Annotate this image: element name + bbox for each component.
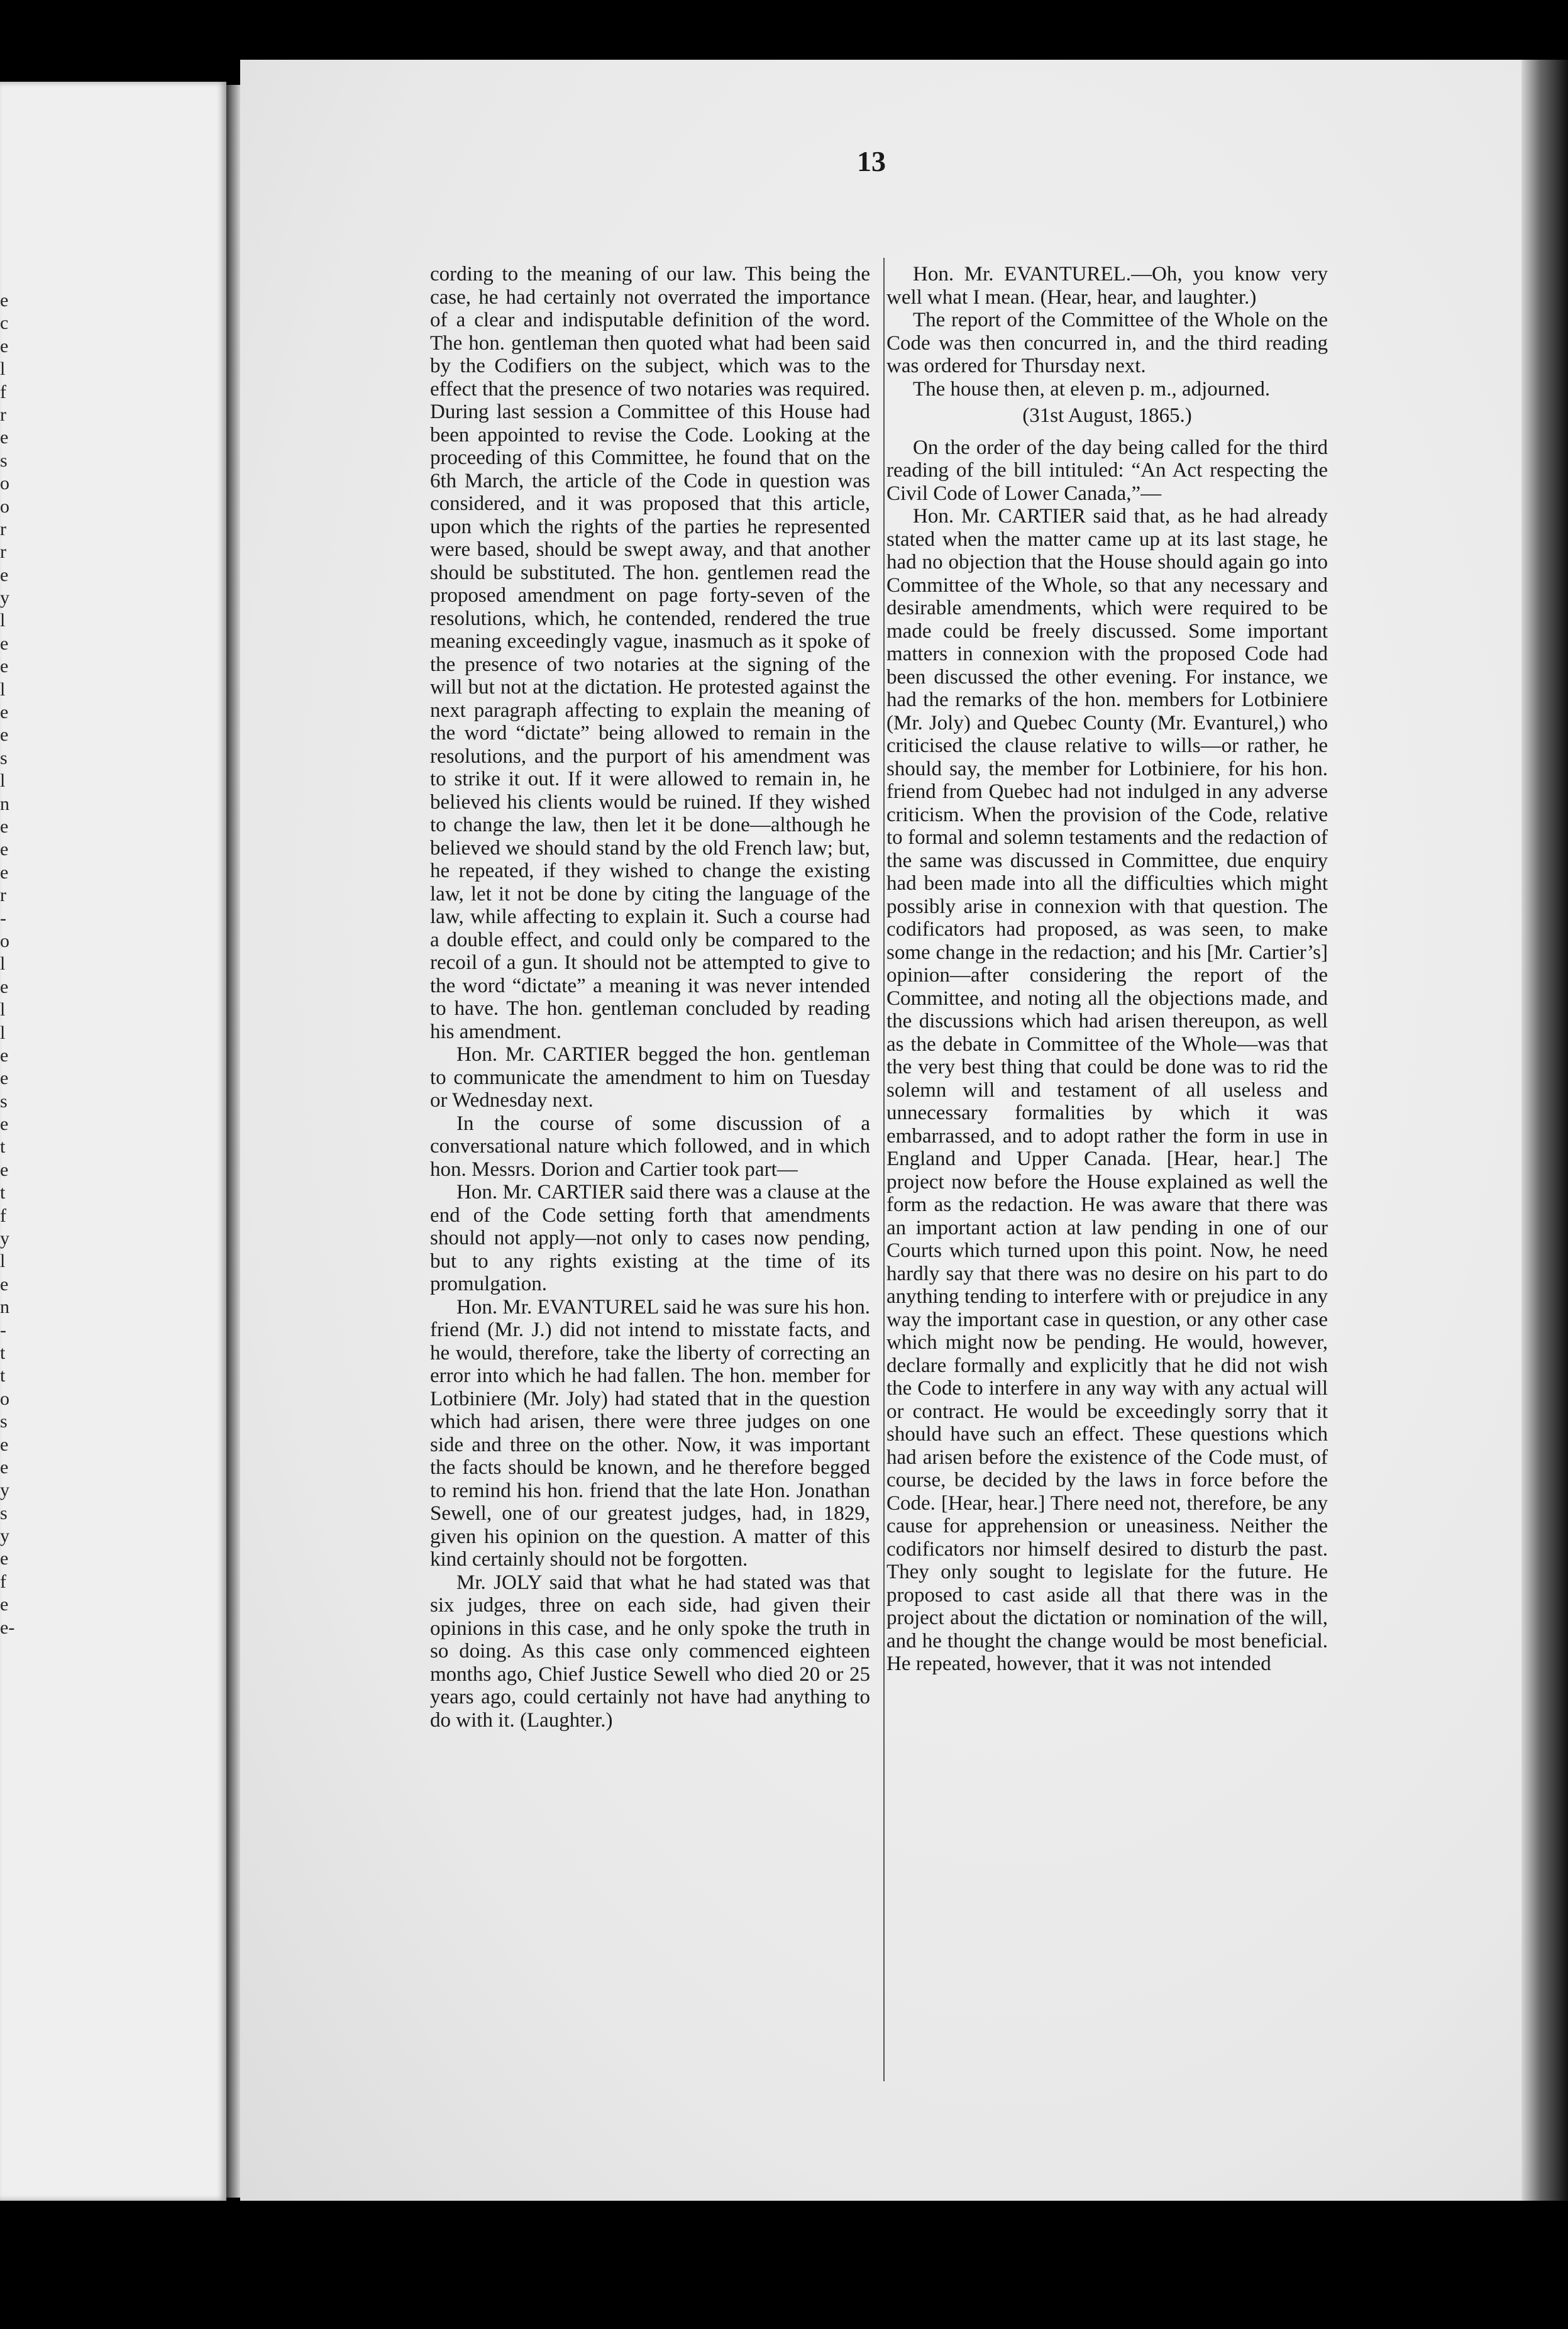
margin-fragment: e: [0, 1114, 9, 1135]
margin-fragment: o: [0, 473, 9, 494]
margin-fragment: r: [0, 885, 6, 906]
margin-fragment: f: [0, 381, 6, 402]
paragraph: On the order of the day being called for the third reading of the bill intituled: “An Act respecting the Civil Code of Lower Canada,”—: [886, 436, 1328, 505]
margin-fragment: l: [0, 999, 6, 1021]
margin-fragment: e: [0, 1068, 9, 1089]
margin-fragment: s: [0, 450, 8, 471]
margin-fragment: e: [0, 1159, 9, 1180]
margin-fragment: e: [0, 724, 9, 746]
margin-fragment: e: [0, 1456, 9, 1478]
margin-fragment: e: [0, 427, 9, 448]
margin-fragment: t: [0, 1342, 6, 1363]
margin-fragment: e-: [0, 1617, 15, 1638]
margin-fragment: f: [0, 1571, 6, 1592]
paragraph: Hon. Mr. EVANTUREL.—Oh, you know very well what I mean. (Hear, hear, and laughter.): [886, 263, 1328, 309]
date-line: (31st August, 1865.): [1022, 404, 1192, 427]
paragraph: Hon. Mr. EVANTUREL said he was sure his hon. friend (Mr. J.) did not intend to misstate facts, and he would, therefore, take the liberty of correcting an error into which he had fallen. The hon. member for Lotbiniere (Mr. Joly) had stated that in the question which had arisen, there were three judges on one side and three on the other. Now, it was important the facts should be known, and he therefore begged to remind his hon. friend that the late Hon. Jonathan Sewell, one of our greatest judges, had, in 1829, given his opinion on the question. A matter of this kind certainly should not be forgotten.: [430, 1295, 870, 1571]
margin-fragment: o: [0, 1388, 9, 1409]
margin-fragment: f: [0, 1205, 6, 1226]
margin-fragment: e: [0, 1594, 9, 1615]
margin-fragment: n: [0, 793, 9, 814]
margin-fragment: t: [0, 1182, 6, 1203]
margin-fragment: t: [0, 1136, 6, 1158]
margin-fragment: e: [0, 861, 9, 883]
margin-fragment: y: [0, 587, 9, 609]
margin-fragment: l: [0, 770, 6, 792]
margin-fragment: e: [0, 656, 9, 677]
margin-fragment: n: [0, 1297, 9, 1318]
margin-fragment: r: [0, 404, 6, 425]
page-number: 13: [857, 145, 886, 177]
paragraph: Hon. Mr. CARTIER said there was a clause at the end of the Code setting forth that amendments should not apply—not only to cases now pending, but to any rights existing at the time of its promulgation.: [430, 1181, 870, 1295]
paragraph: Hon. Mr. CARTIER begged the hon. gentleman to communicate the amendment to him on Tuesday or Wednesday next.: [430, 1043, 870, 1112]
left-page-edge: [0, 82, 226, 2201]
margin-fragment: e: [0, 1434, 9, 1455]
margin-fragment: t: [0, 1365, 6, 1386]
paragraph: Mr. JOLY said that what he had stated was that six judges, three on each side, had given their opinions in this case, and he only spoke the truth in so doing. As this case only commenced eighteen months ago, Chief Justice Sewell who died 20 or 25 years ago, could certainly not have had anything to do with it. (Laughter.): [430, 1571, 870, 1732]
paragraph: Hon. Mr. CARTIER said that, as he had already stated when the matter came up at its last stage, he had no objection that the House should again go into Committee of the Whole, so that any necessary and desirable amendments, which were required to be made could be freely discussed. Some important matters in connexion with the proposed Code had been discussed the other evening. For instance, we had the remarks of the hon. members for Lotbiniere (Mr. Joly) and Quebec County (Mr. Evanturel,) who criticised the clause relative to wills—or rather, he should say, the member for Lotbiniere, for his hon. friend from Quebec had not indulged in any adverse criticism. When the provision of the Code, relative to formal and solemn testaments and the redaction of the same was discussed in Committee, due enquiry had been made into all the difficulties which might possibly arise in connexion with that question. The codificators had proposed, as was seen, to make some change in the redaction; and his [Mr. Cartier’s] opinion—after considering the report of the Committee, and noting all the objections made, and the discussions which had arisen thereupon, as well as the debate in Committee of the Whole—was that the very best thing that could be done was to rid the solemn will and testament of all useless and unnecessary formalities by which it was embarrassed, and to adopt rather the form in use in England and Upper Canada. [Hear, hear.] The project now before the House explained as well the form as the redaction. He was aware that there was an important action at law pending in one of our Courts which turned upon this point. Now, he need hardly say that there was no desire on his part to do anything tending to interfere with or prejudice in any way the important case in question, or any other case which might now be pending. He would, however, declare formally and explicitly that he did not wish the Code to interfere in any way with any actual will or contract. He would be exceedingly sorry that it should have such an effect. These questions which had arisen before the existence of the Code must, of course, be decided by the laws in force before the Code. [Hear, hear.] There need not, therefore, be any cause for apprehension or uneasiness. Neither the codificators nor himself desired to disturb the past. They only sought to legislate for the future. He proposed to cast aside all that there was in the project about the dictation or nomination of the will, and he thought the change would be most beneficial. He repeated, however, that it was not intended: [886, 505, 1328, 1675]
book-gutter: [226, 85, 240, 2198]
margin-fragment: y: [0, 1525, 9, 1547]
margin-fragment: s: [0, 1090, 8, 1112]
paragraph: The report of the Committee of the Whole on the Code was then concurred in, and the third reading was ordered for Thursday next.: [886, 309, 1328, 377]
text-column-right: [886, 263, 1328, 1676]
margin-fragment: l: [0, 1251, 6, 1272]
margin-fragment: l: [0, 358, 6, 380]
margin-fragment: e: [0, 816, 9, 837]
margin-fragment: y: [0, 1228, 9, 1249]
margin-fragment: e: [0, 1548, 9, 1569]
margin-fragment: e: [0, 976, 9, 997]
margin-fragment: e: [0, 290, 9, 311]
margin-fragment: -: [0, 1319, 6, 1341]
right-column-top-block: [886, 263, 1328, 401]
margin-fragment: e: [0, 702, 9, 723]
margin-fragment: l: [0, 1022, 6, 1043]
margin-fragment: s: [0, 1502, 8, 1524]
margin-fragment: y: [0, 1480, 9, 1501]
margin-fragment: r: [0, 518, 6, 539]
right-column-bottom-block: [886, 436, 1328, 1676]
margin-fragment: c: [0, 313, 9, 334]
margin-fragment: r: [0, 541, 6, 563]
margin-fragment: l: [0, 678, 6, 700]
left-margin-fragments: [0, 289, 18, 2176]
paragraph: cording to the meaning of our law. This being the case, he had certainly not overrated the importance of a clear and indisputable definition of the word. The hon. gentleman then quoted what had been said by the Codifiers on the subject, which was to the effect that the presence of two notaries was required. During last session a Committee of this House had been appointed to revise the Code. Looking at the proceeding of this Committee, he found that on the 6th March, the article of the Code in question was considered, and it was proposed that this article, upon which the rights of the parties he represented were based, should be swept away, and that another should be substituted. The hon. gentlemen read the proposed amendment on page forty-seven of the resolutions, which, he contended, rendered the true meaning exceedingly vague, inasmuch as it spoke of the presence of two notaries at the signing of the will but not at the dictation. He protested against the next paragraph affecting to explain the meaning of the word “dictate” being allowed to remain in the resolutions, and the purport of his amendment was to strike it out. If it were allowed to remain in, he believed his clients would be ruined. If they wished to change the law, then let it be done—although he believed we should stand by the old French law; but, he repeated, if they wished to change the existing law, let it not be done by citing the language of the law, while affecting to explain it. Such a course had a double effect, and could only be compared to the recoil of a gun. It should not be attempted to give to the word “dictate” a meaning it was never intended to have. The hon. gentleman concluded by reading his amendment.: [430, 263, 870, 1043]
margin-fragment: l: [0, 953, 6, 975]
margin-fragment: e: [0, 1044, 9, 1066]
margin-fragment: e: [0, 564, 9, 585]
paragraph: The house then, at eleven p. m., adjourned.: [913, 377, 1271, 401]
margin-fragment: e: [0, 335, 9, 357]
margin-fragment: o: [0, 495, 9, 517]
margin-fragment: e: [0, 839, 9, 860]
column-divider: [883, 258, 885, 2081]
margin-fragment: s: [0, 747, 8, 768]
margin-fragment: o: [0, 930, 9, 951]
paragraph: In the course of some discussion of a conversational nature which followed, and in which hon. Messrs. Dorion and Cartier took part—: [430, 1112, 870, 1181]
margin-fragment: s: [0, 1411, 8, 1432]
margin-fragment: e: [0, 1273, 9, 1295]
margin-fragment: -: [0, 907, 6, 929]
page-edge-shadow: [1521, 60, 1568, 2201]
text-column-left: [430, 263, 870, 1732]
margin-fragment: e: [0, 633, 9, 654]
margin-fragment: l: [0, 610, 6, 631]
